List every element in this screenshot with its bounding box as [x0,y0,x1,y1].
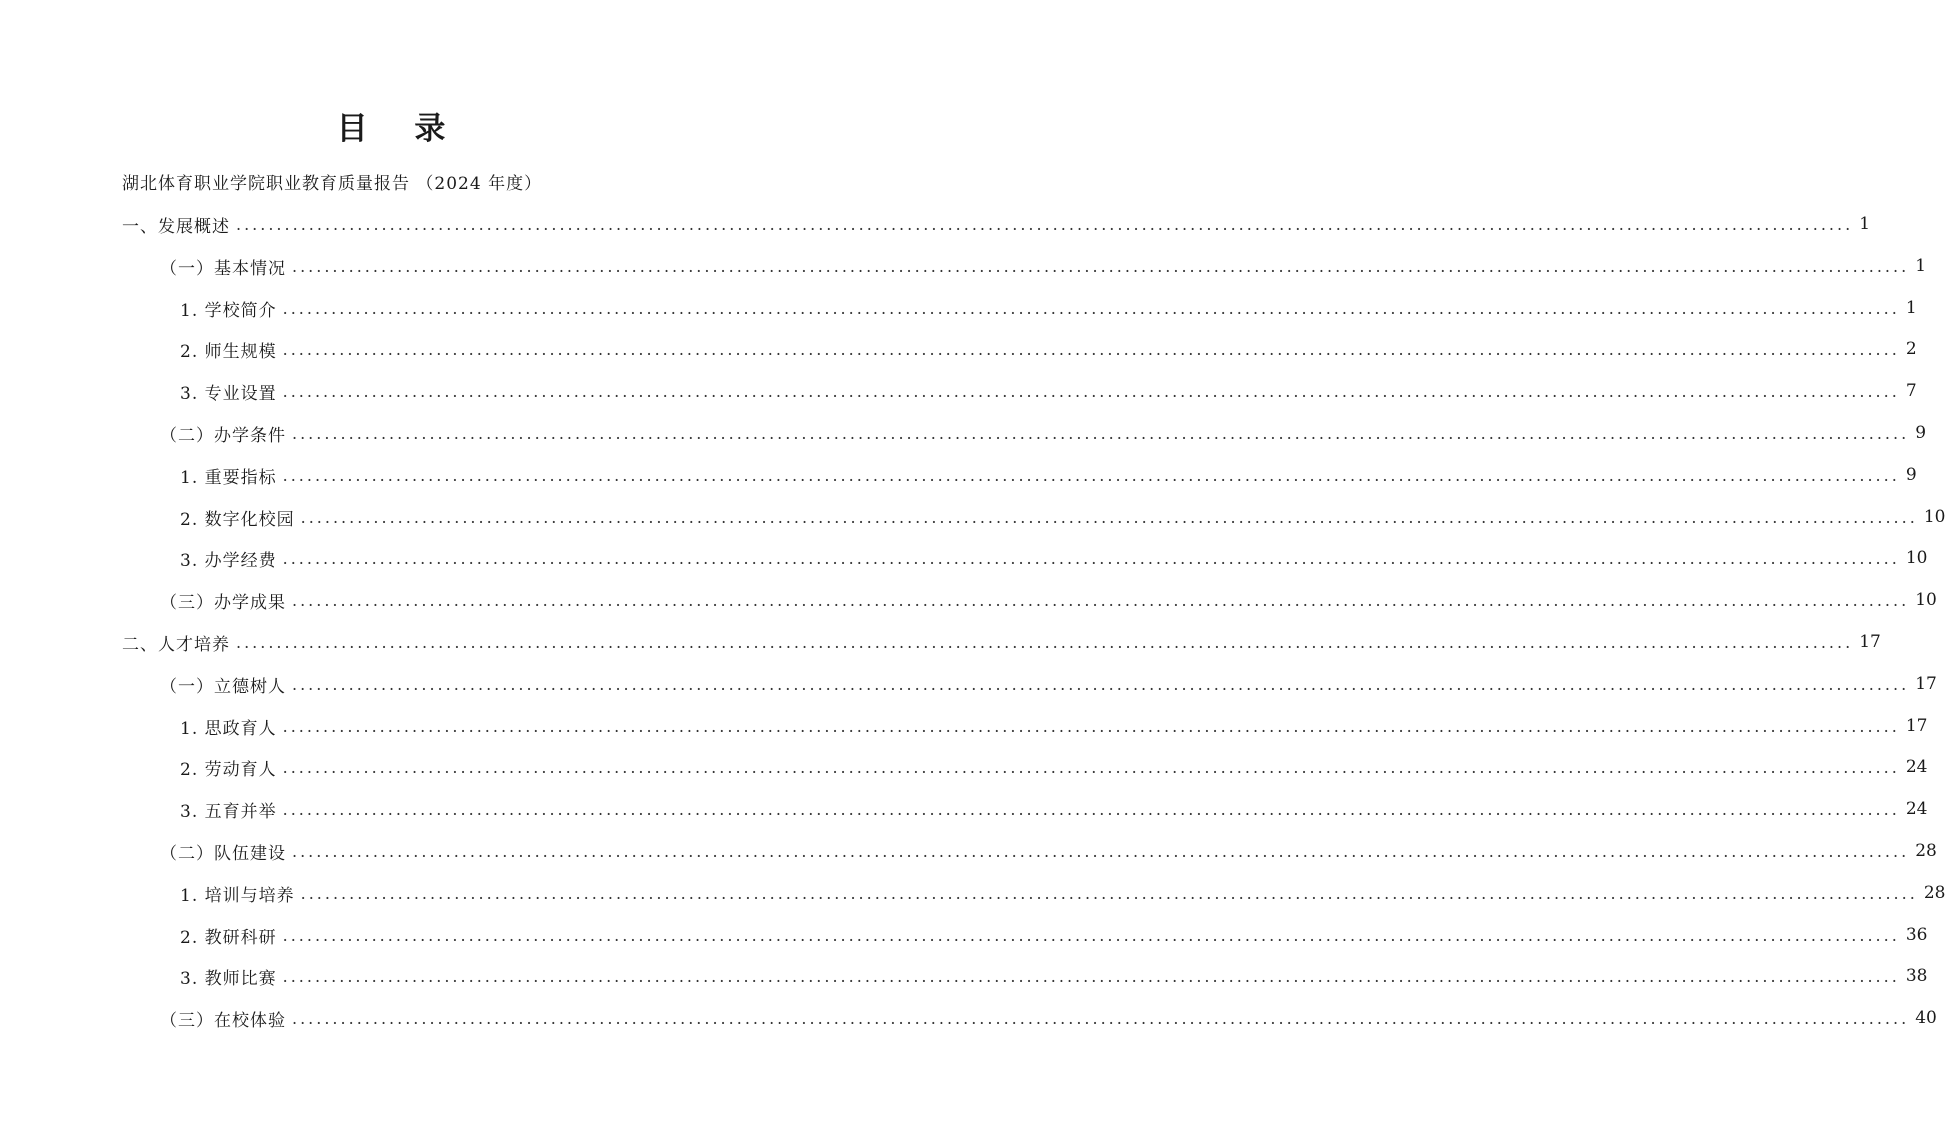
toc-page-number: 9 [1905,465,1917,485]
toc-dot-leader: ........................................................................................................................................................................................................ [282,339,1900,359]
toc-entry[interactable] [122,212,1871,237]
toc-page-number: 1 [1859,214,1871,234]
page-title: 目 录 [336,111,464,147]
toc-dot-leader: ........................................................................................................................................................................................................ [236,214,1854,234]
toc-entry[interactable] [180,505,1945,530]
toc-dot-leader: ........................................................................................................................................................................................................ [282,799,1900,819]
toc-dot-leader: ........................................................................................................................................................................................................ [292,590,1910,610]
toc-page-number: 17 [1859,632,1881,652]
toc-entry-label: 2. 师生规模 [180,341,277,362]
toc-entry-label: 2. 数字化校园 [180,509,295,530]
toc-dot-leader: ........................................................................................................................................................................................................ [292,423,1910,443]
toc-entry-label: 3. 教师比赛 [180,968,277,989]
toc-page-number: 9 [1915,423,1927,443]
toc-entry-label: （三）在校体验 [160,1010,286,1031]
toc-page-number: 38 [1905,966,1928,986]
toc-page-number: 24 [1905,799,1928,819]
toc-dot-leader: ........................................................................................................................................................................................................ [282,381,1900,401]
toc-entry[interactable] [160,1006,1937,1031]
toc-page-number: 1 [1915,256,1927,276]
toc-entry[interactable] [180,797,1928,822]
toc-entry-label: 1. 思政育人 [180,718,277,739]
toc-dot-leader: ........................................................................................................................................................................................................ [292,674,1910,694]
toc-entry-label: 3. 五育并举 [180,801,277,822]
toc-dot-leader: ........................................................................................................................................................................................................ [300,507,1918,527]
toc-entry-label: （二）办学条件 [160,425,286,446]
toc-entry-label: 1. 培训与培养 [180,885,295,906]
toc-page-number: 2 [1905,339,1917,359]
toc-page-number: 1 [1905,298,1917,318]
toc-entry-label: 2. 劳动育人 [180,759,277,780]
toc-page-number: 10 [1923,507,1945,527]
toc-page-number: 10 [1905,548,1928,568]
toc-dot-leader: ........................................................................................................................................................................................................ [292,1008,1910,1028]
toc-page-number: 17 [1905,716,1928,736]
toc-entry[interactable] [160,588,1937,613]
toc-dot-leader: ........................................................................................................................................................................................................ [282,298,1900,318]
toc-entry-label: （一）立德树人 [160,676,286,697]
toc-dot-leader: ........................................................................................................................................................................................................ [300,883,1918,903]
toc-entry[interactable] [180,881,1945,906]
toc-entry-label: （一）基本情况 [160,258,286,279]
toc-entry[interactable] [160,421,1927,446]
toc-entry-label: 1. 学校简介 [180,300,277,321]
toc-entry-label: 2. 教研科研 [180,927,277,948]
toc-entry-label: 二、人才培养 [122,634,230,655]
toc-page-number: 17 [1915,674,1937,694]
toc-entry-label: 3. 专业设置 [180,383,277,404]
toc-page-number: 7 [1905,381,1917,401]
toc-page-number: 36 [1905,925,1928,945]
toc-dot-leader: ........................................................................................................................................................................................................ [282,716,1900,736]
toc-entry[interactable] [180,379,1917,404]
report-subtitle: 湖北体育职业学院职业教育质量报告 （2024 年度） [122,174,543,194]
toc-entry[interactable] [180,714,1928,739]
toc-entry[interactable] [180,964,1928,989]
toc-entry[interactable] [160,254,1927,279]
toc-page-number: 10 [1915,590,1937,610]
toc-dot-leader: ........................................................................................................................................................................................................ [292,256,1910,276]
toc-entry[interactable] [160,839,1937,864]
toc-page-number: 28 [1915,841,1937,861]
toc-entry[interactable] [180,337,1917,362]
toc-dot-leader: ........................................................................................................................................................................................................ [282,465,1900,485]
toc-dot-leader: ........................................................................................................................................................................................................ [236,632,1854,652]
toc-page-number: 28 [1923,883,1945,903]
toc-dot-leader: ........................................................................................................................................................................................................ [282,925,1900,945]
toc-dot-leader: ........................................................................................................................................................................................................ [282,548,1900,568]
toc-entry-label: 一、发展概述 [122,216,230,237]
toc-entry[interactable] [122,630,1881,655]
toc-entry-label: （三）办学成果 [160,592,286,613]
toc-entry-label: 1. 重要指标 [180,467,277,488]
toc-dot-leader: ........................................................................................................................................................................................................ [282,966,1900,986]
toc-entry[interactable] [180,463,1917,488]
toc-entry-label: 3. 办学经费 [180,550,277,571]
toc-dot-leader: ........................................................................................................................................................................................................ [282,757,1900,777]
toc-dot-leader: ........................................................................................................................................................................................................ [292,841,1910,861]
toc-entry[interactable] [180,546,1928,571]
toc-page-number: 40 [1915,1008,1937,1028]
toc-entry-label: （二）队伍建设 [160,843,286,864]
toc-page-number: 24 [1905,757,1928,777]
toc-entry[interactable] [180,755,1928,780]
toc-entry[interactable] [180,296,1917,321]
toc-entry[interactable] [180,923,1928,948]
toc-entry[interactable] [160,672,1937,697]
